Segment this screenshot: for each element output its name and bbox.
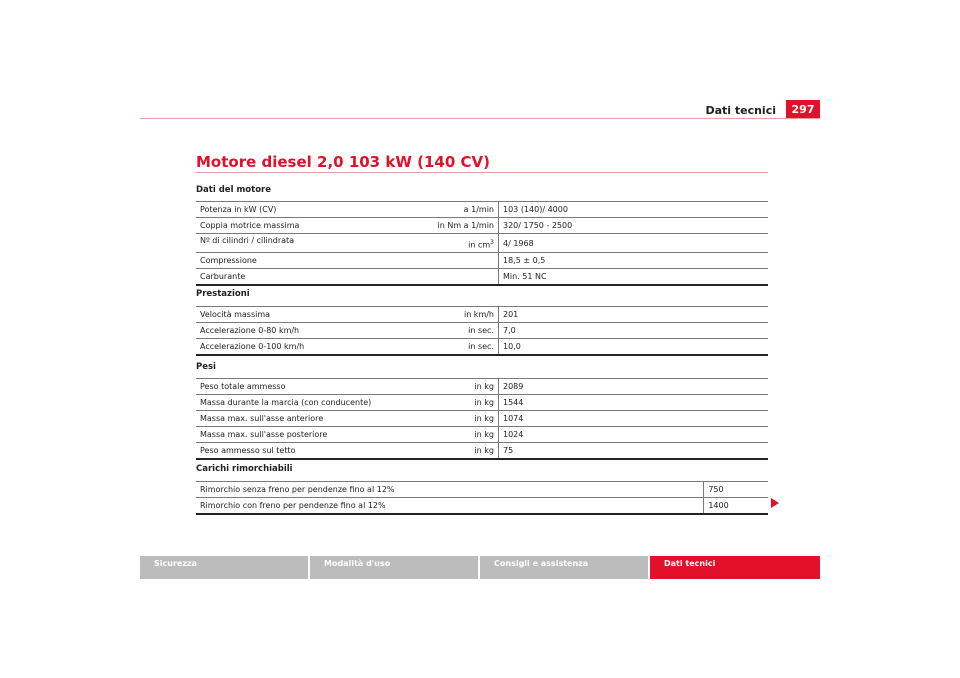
row-value: 18,5 ± 0,5 bbox=[503, 256, 546, 265]
next-page-arrow-icon[interactable] bbox=[771, 498, 779, 508]
row-value: Min. 51 NC bbox=[503, 272, 547, 281]
row-label: Nº di cilindri / cilindrata bbox=[200, 236, 295, 245]
row-unit: in sec. bbox=[424, 339, 499, 356]
table-row bbox=[196, 202, 768, 218]
table-prestazioni bbox=[196, 306, 768, 356]
table-row bbox=[196, 395, 768, 411]
section-label-prestazioni: Prestazioni bbox=[196, 289, 250, 299]
row-unit: in cm bbox=[468, 241, 491, 250]
table-rimorchio bbox=[196, 481, 768, 515]
row-value: 1544 bbox=[503, 398, 524, 407]
row-label: Coppia motrice massima bbox=[200, 221, 300, 230]
row-label: Compressione bbox=[200, 256, 257, 265]
page-title: Motore diesel 2,0 103 kW (140 CV) bbox=[196, 153, 490, 171]
row-value: 1024 bbox=[503, 430, 524, 439]
row-label: Peso totale ammesso bbox=[200, 382, 286, 391]
row-unit: a 1/min bbox=[424, 202, 499, 218]
title-divider bbox=[196, 172, 768, 173]
row-value: 7,0 bbox=[503, 326, 516, 335]
row-label: Peso ammesso sul tetto bbox=[200, 446, 296, 455]
row-value: 1400 bbox=[708, 501, 729, 510]
table-row bbox=[196, 339, 768, 356]
footer-tab-modalita-uso[interactable]: Modalità d'uso bbox=[310, 556, 478, 579]
row-unit: in kg bbox=[424, 443, 499, 460]
table-row bbox=[196, 498, 768, 515]
row-value: 2089 bbox=[503, 382, 524, 391]
row-value: 75 bbox=[503, 446, 514, 455]
row-value: 320/ 1750 - 2500 bbox=[503, 221, 573, 230]
header-section-title: Dati tecnici bbox=[705, 104, 776, 117]
section-label-motore: Dati del motore bbox=[196, 185, 272, 195]
row-unit: in sec. bbox=[424, 323, 499, 339]
section-label-pesi: Pesi bbox=[196, 362, 216, 372]
row-label: Rimorchio senza freno per pendenze fino al 12% bbox=[196, 482, 704, 498]
row-label: Velocità massima bbox=[200, 310, 271, 319]
row-value: 103 (140)/ 4000 bbox=[503, 205, 568, 214]
table-row bbox=[196, 253, 768, 269]
footer-tab-dati-tecnici[interactable]: Dati tecnici bbox=[650, 556, 820, 579]
table-row bbox=[196, 443, 768, 460]
row-label: Massa max. sull'asse anteriore bbox=[200, 414, 324, 423]
row-unit bbox=[424, 253, 499, 269]
table-pesi bbox=[196, 378, 768, 460]
row-unit: in kg bbox=[424, 427, 499, 443]
table-row bbox=[196, 427, 768, 443]
row-unit: in km/h bbox=[424, 307, 499, 323]
table-row bbox=[196, 482, 768, 498]
row-label: Potenza in kW (CV) bbox=[200, 205, 277, 214]
row-unit: in kg bbox=[424, 379, 499, 395]
row-value: 1074 bbox=[503, 414, 524, 423]
row-label: Accelerazione 0-80 km/h bbox=[200, 326, 300, 335]
table-row bbox=[196, 218, 768, 234]
footer-tab-sicurezza[interactable]: Sicurezza bbox=[140, 556, 308, 579]
row-unit: in kg bbox=[424, 395, 499, 411]
row-label: Massa max. sull'asse posteriore bbox=[200, 430, 328, 439]
row-value: 10,0 bbox=[503, 342, 521, 351]
section-label-rimorchio: Carichi rimorchiabili bbox=[196, 464, 293, 474]
table-motore bbox=[196, 201, 768, 286]
page-number-badge: 297 bbox=[786, 100, 820, 119]
row-label: Accelerazione 0-100 km/h bbox=[200, 342, 305, 351]
table-row bbox=[196, 323, 768, 339]
header-divider bbox=[140, 118, 820, 119]
row-label: Rimorchio con freno per pendenze fino al 12% bbox=[196, 498, 704, 515]
footer-tab-consigli-assistenza[interactable]: Consigli e assistenza bbox=[480, 556, 648, 579]
row-value: 201 bbox=[503, 310, 519, 319]
row-value: 750 bbox=[708, 485, 724, 494]
row-unit-superscript: 3 bbox=[490, 239, 494, 247]
row-unit: in Nm a 1/min bbox=[424, 218, 499, 234]
row-unit bbox=[424, 269, 499, 286]
row-unit-cell bbox=[424, 234, 499, 253]
row-unit: in kg bbox=[424, 411, 499, 427]
row-label: Carburante bbox=[200, 272, 246, 281]
row-label: Massa durante la marcia (con conducente) bbox=[200, 398, 372, 407]
table-row bbox=[196, 307, 768, 323]
table-row bbox=[196, 234, 768, 253]
table-row bbox=[196, 411, 768, 427]
table-row bbox=[196, 269, 768, 286]
table-row bbox=[196, 379, 768, 395]
row-value: 4/ 1968 bbox=[503, 238, 534, 248]
